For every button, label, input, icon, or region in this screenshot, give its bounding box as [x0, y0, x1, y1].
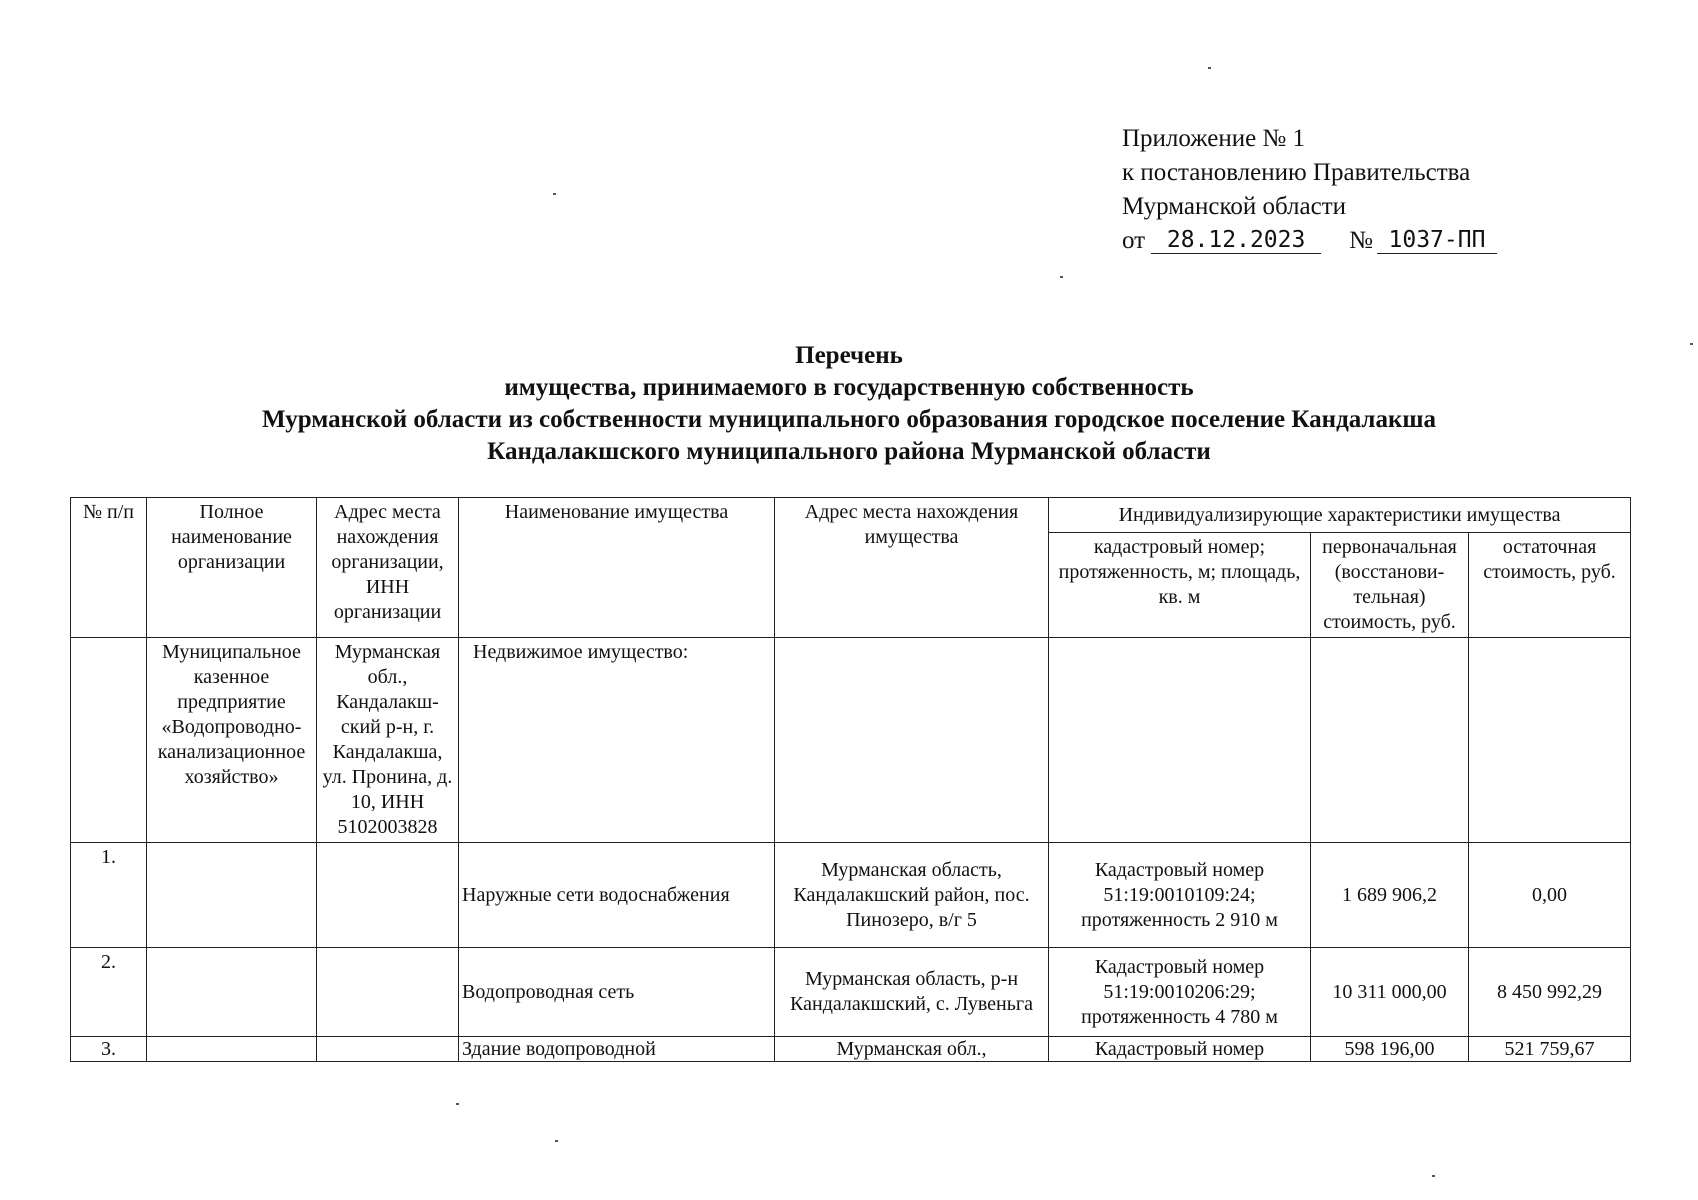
property-address: Мурманская область, Кандалакшский район, пос. Пинозеро, в/г 5: [775, 843, 1049, 948]
title-line-2: имущества, принимаемого в государственную собственность: [504, 374, 1194, 401]
row-org-address-empty: [317, 948, 459, 1037]
header-property-name: Наименование имущества: [459, 498, 775, 638]
property-initial-cost: 598 196,00: [1311, 1037, 1469, 1062]
org-row-empty-address: [775, 638, 1049, 843]
scan-speck: [1060, 276, 1063, 278]
appendix-block: [1122, 122, 1572, 258]
row-num: 3.: [71, 1037, 147, 1062]
property-cadastral: Кадастровый номер: [1049, 1037, 1311, 1062]
row-org-empty: [147, 843, 317, 948]
property-initial-cost: 1 689 906,2: [1311, 843, 1469, 948]
org-row-empty-initial: [1311, 638, 1469, 843]
title-line-1: Перечень: [795, 342, 903, 369]
decree-date: 28.12.2023: [1151, 227, 1321, 254]
row-num: 2.: [71, 948, 147, 1037]
property-initial-cost: 10 311 000,00: [1311, 948, 1469, 1037]
org-row-num: [71, 638, 147, 843]
header-characteristics: Индивидуализирующие характеристики имущества: [1049, 498, 1631, 533]
property-residual-cost: 521 759,67: [1469, 1037, 1631, 1062]
row-org-address-empty: [317, 1037, 459, 1062]
table-row: [71, 1037, 1631, 1062]
org-row: [71, 638, 1631, 843]
property-residual-cost: 8 450 992,29: [1469, 948, 1631, 1037]
header-initial-cost: первоначальная (восстанови-тельная) стоимость, руб.: [1311, 533, 1469, 638]
scan-speck: [456, 1103, 459, 1105]
row-org-empty: [147, 948, 317, 1037]
property-cadastral: Кадастровый номер 51:19:0010109:24; протяженность 2 910 м: [1049, 843, 1311, 948]
decree-number: 1037-ПП: [1377, 227, 1497, 254]
row-org-empty: [147, 1037, 317, 1062]
appendix-line-2: к постановлению Правительства: [1122, 159, 1471, 186]
header-property-address: Адрес места нахождения имущества: [775, 498, 1049, 638]
title-line-4: Кандалакшского муниципального района Мурманской области: [487, 438, 1211, 465]
org-row-empty-cadastral: [1049, 638, 1311, 843]
property-cadastral: Кадастровый номер 51:19:0010206:29; протяженность 4 780 м: [1049, 948, 1311, 1037]
appendix-date-row: [1122, 224, 1572, 258]
document-title: [60, 340, 1638, 468]
row-org-address-empty: [317, 843, 459, 948]
property-name: Здание водопроводной: [459, 1037, 775, 1062]
appendix-line-3: Мурманской области: [1122, 193, 1347, 220]
org-address: Мурманская обл., Кандалакш-ский р-н, г. Кандалакша, ул. Пронина, д. 10, ИНН 5102003828: [317, 638, 459, 843]
property-name: Наружные сети водоснабжения: [459, 843, 775, 948]
property-address: Мурманская обл.,: [775, 1037, 1049, 1062]
appendix-line-1: Приложение № 1: [1122, 125, 1306, 152]
header-org-name: Полное наименование организации: [147, 498, 317, 638]
property-residual-cost: 0,00: [1469, 843, 1631, 948]
scan-speck: [1432, 1175, 1435, 1177]
row-num: 1.: [71, 843, 147, 948]
property-address: Мурманская область, р-н Кандалакшский, с. Лувеньга: [775, 948, 1049, 1037]
table-row: [71, 948, 1631, 1037]
number-label: №: [1349, 227, 1373, 254]
header-cadastral: кадастровый номер; протяженность, м; площадь, кв. м: [1049, 533, 1311, 638]
header-residual-cost: остаточная стоимость, руб.: [1469, 533, 1631, 638]
header-num: № п/п: [71, 498, 147, 638]
property-table: [70, 497, 1631, 1062]
org-row-empty-residual: [1469, 638, 1631, 843]
table-row: [71, 843, 1631, 948]
scan-speck: [1208, 67, 1211, 69]
scan-speck: [1690, 343, 1693, 345]
scan-speck: [553, 193, 556, 195]
org-name: Муниципальное казенное предприятие «Водопроводно-канализационное хозяйство»: [147, 638, 317, 843]
from-label: от: [1122, 227, 1146, 254]
scan-speck: [555, 1140, 558, 1142]
header-org-address: Адрес места нахождения организации, ИНН организации: [317, 498, 459, 638]
section-heading: Недвижимое имущество:: [459, 638, 775, 843]
title-line-3: Мурманской области из собственности муниципального образования городское поселение Кандалакша: [262, 406, 1436, 433]
property-name: Водопроводная сеть: [459, 948, 775, 1037]
